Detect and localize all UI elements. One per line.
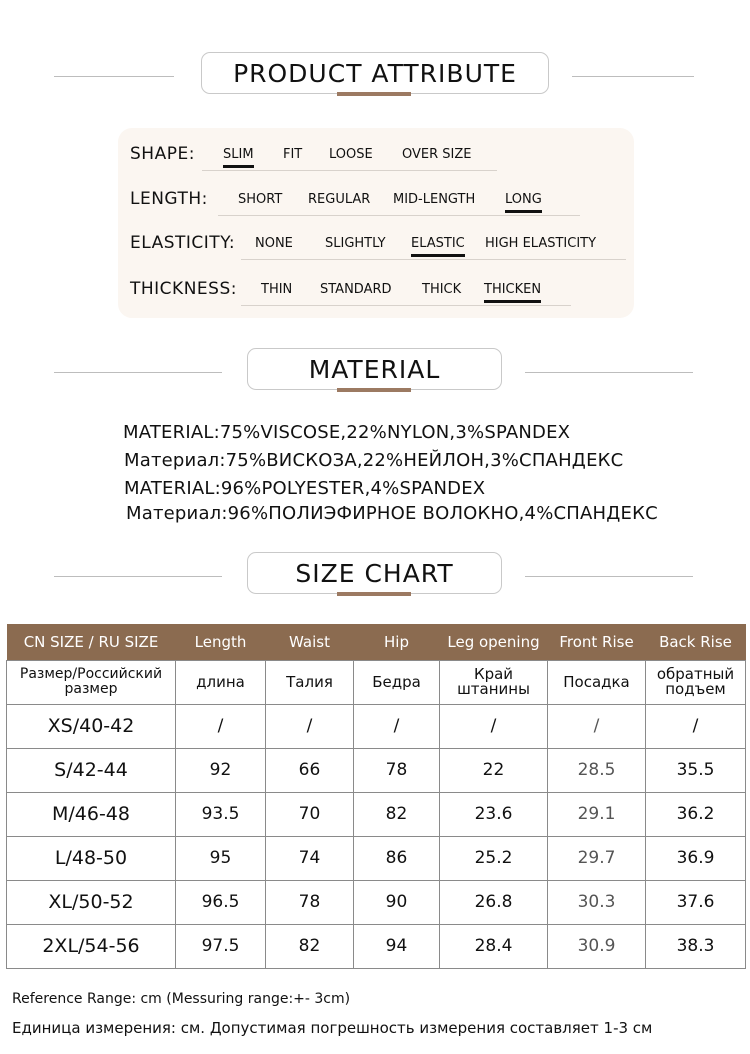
option-elastic: ELASTIC bbox=[411, 236, 465, 251]
ru-header-text: подъем bbox=[665, 680, 726, 698]
table-row bbox=[7, 748, 746, 792]
cell-size: M/46-48 bbox=[7, 792, 176, 836]
cell-back-rise: 37.6 bbox=[646, 880, 746, 924]
cell-length: 96.5 bbox=[176, 880, 266, 924]
cell-hip: / bbox=[354, 704, 440, 748]
cell-hip: 82 bbox=[354, 792, 440, 836]
cell-length: 92 bbox=[176, 748, 266, 792]
attribute-panel bbox=[118, 128, 634, 318]
cell-hip: 78 bbox=[354, 748, 440, 792]
material-header bbox=[0, 348, 750, 398]
option-regular: REGULAR bbox=[308, 192, 371, 207]
attribute-label: THICKNESS: bbox=[130, 279, 237, 299]
cell-front-rise: 30.3 bbox=[548, 880, 646, 924]
option-fit: FIT bbox=[283, 147, 303, 162]
cell-hip: 86 bbox=[354, 836, 440, 880]
option-long: LONG bbox=[505, 192, 542, 207]
title-accent-bar bbox=[337, 388, 411, 392]
cell-front-rise: 28.5 bbox=[548, 748, 646, 792]
option-high-elasticity: HIGH ELASTICITY bbox=[485, 236, 597, 251]
attribute-baseline bbox=[241, 305, 571, 306]
cell-size: S/42-44 bbox=[7, 748, 176, 792]
material-line-ru-1: Материал:75%ВИСКОЗА,22%НЕЙЛОН,3%СПАНДЕКС bbox=[124, 450, 624, 471]
col-header-back-rise: Back Rise bbox=[646, 624, 746, 660]
option-thick: THICK bbox=[422, 282, 462, 297]
ru-header-hip: Бедра bbox=[354, 660, 440, 704]
section-title-text: MATERIAL bbox=[308, 354, 441, 384]
cell-leg-opening: 22 bbox=[440, 748, 548, 792]
cell-size: 2XL/54-56 bbox=[7, 924, 176, 968]
cell-back-rise: 35.5 bbox=[646, 748, 746, 792]
option-thin: THIN bbox=[261, 282, 293, 297]
option-slightly: SLIGHTLY bbox=[325, 236, 386, 251]
table-row bbox=[7, 836, 746, 880]
size-chart-header bbox=[0, 552, 750, 602]
material-line-en-2: MATERIAL:96%POLYESTER,4%SPANDEX bbox=[124, 478, 486, 499]
table-row bbox=[7, 924, 746, 968]
cell-leg-opening: 25.2 bbox=[440, 836, 548, 880]
ru-header-text: Край bbox=[473, 665, 514, 683]
ru-header-text: Размер/Российский bbox=[19, 666, 163, 682]
table-row bbox=[7, 880, 746, 924]
cell-length: 97.5 bbox=[176, 924, 266, 968]
cell-back-rise: / bbox=[646, 704, 746, 748]
col-header-length: Length bbox=[176, 624, 266, 660]
size-rows bbox=[7, 704, 746, 968]
table-row bbox=[7, 704, 746, 748]
ru-header-text: обратный bbox=[656, 665, 735, 683]
cell-front-rise: / bbox=[548, 704, 646, 748]
header-row-ru bbox=[7, 660, 746, 704]
option-slim: SLIM bbox=[223, 147, 254, 162]
material-line-ru-2: Материал:96%ПОЛИЭФИРНОЕ ВОЛОКНО,4%СПАНДЕКС bbox=[126, 503, 658, 524]
attribute-baseline bbox=[218, 215, 580, 216]
cell-hip: 90 bbox=[354, 880, 440, 924]
option-thicken: THICKEN bbox=[484, 282, 542, 297]
ru-header-text: размер bbox=[64, 681, 118, 697]
ru-header-back-rise bbox=[646, 660, 746, 704]
section-title-text: PRODUCT ATTRIBUTE bbox=[233, 58, 517, 88]
divider-left bbox=[54, 372, 222, 373]
product-attribute-header bbox=[0, 52, 750, 102]
cell-length: / bbox=[176, 704, 266, 748]
attribute-baseline bbox=[241, 259, 626, 260]
table-row bbox=[7, 792, 746, 836]
col-header-waist: Waist bbox=[266, 624, 354, 660]
cell-back-rise: 38.3 bbox=[646, 924, 746, 968]
cell-leg-opening: 28.4 bbox=[440, 924, 548, 968]
cell-size: XS/40-42 bbox=[7, 704, 176, 748]
section-title bbox=[247, 348, 502, 390]
ru-header-text: штанины bbox=[457, 680, 530, 698]
divider-left bbox=[54, 76, 174, 77]
cell-back-rise: 36.9 bbox=[646, 836, 746, 880]
cell-waist: 74 bbox=[266, 836, 354, 880]
col-header-hip: Hip bbox=[354, 624, 440, 660]
attribute-label: LENGTH: bbox=[130, 189, 208, 209]
cell-leg-opening: 23.6 bbox=[440, 792, 548, 836]
ru-header-leg-opening bbox=[440, 660, 548, 704]
ru-header-waist: Талия bbox=[266, 660, 354, 704]
cell-leg-opening: / bbox=[440, 704, 548, 748]
attribute-baseline bbox=[202, 170, 497, 171]
material-line-en-1: MATERIAL:75%VISCOSE,22%NYLON,3%SPANDEX bbox=[123, 422, 571, 443]
reference-note-ru: Единица измерения: см. Допустимая погрешность измерения составляет 1-3 см bbox=[12, 1019, 653, 1037]
cell-leg-opening: 26.8 bbox=[440, 880, 548, 924]
cell-length: 95 bbox=[176, 836, 266, 880]
cell-waist: 70 bbox=[266, 792, 354, 836]
cell-back-rise: 36.2 bbox=[646, 792, 746, 836]
size-chart-table bbox=[6, 624, 746, 969]
section-title bbox=[247, 552, 502, 594]
divider-right bbox=[525, 576, 693, 577]
header-row-en bbox=[7, 624, 746, 660]
cell-waist: 66 bbox=[266, 748, 354, 792]
option-loose: LOOSE bbox=[329, 147, 373, 162]
cell-length: 93.5 bbox=[176, 792, 266, 836]
ru-header-size bbox=[7, 660, 176, 704]
col-header-leg-opening: Leg opening bbox=[440, 624, 548, 660]
cell-hip: 94 bbox=[354, 924, 440, 968]
attribute-label: SHAPE: bbox=[130, 144, 195, 164]
divider-left bbox=[54, 576, 222, 577]
section-title-text: SIZE CHART bbox=[295, 558, 454, 588]
col-header-front-rise: Front Rise bbox=[548, 624, 646, 660]
cell-front-rise: 29.7 bbox=[548, 836, 646, 880]
cell-front-rise: 29.1 bbox=[548, 792, 646, 836]
option-short: SHORT bbox=[238, 192, 283, 207]
title-accent-bar bbox=[337, 592, 411, 596]
reference-note-en: Reference Range: cm (Messuring range:+- 3cm) bbox=[12, 991, 351, 1007]
section-title bbox=[201, 52, 549, 94]
col-header-size: CN SIZE / RU SIZE bbox=[7, 624, 176, 660]
attribute-label: ELASTICITY: bbox=[130, 233, 236, 253]
cell-front-rise: 30.9 bbox=[548, 924, 646, 968]
option-over-size: OVER SIZE bbox=[402, 147, 472, 162]
ru-header-length: длина bbox=[176, 660, 266, 704]
cell-size: XL/50-52 bbox=[7, 880, 176, 924]
cell-waist: 82 bbox=[266, 924, 354, 968]
cell-waist: / bbox=[266, 704, 354, 748]
option-mid-length: MID-LENGTH bbox=[393, 192, 476, 207]
divider-right bbox=[572, 76, 694, 77]
option-none: NONE bbox=[255, 236, 293, 251]
title-accent-bar bbox=[337, 92, 411, 96]
cell-size: L/48-50 bbox=[7, 836, 176, 880]
divider-right bbox=[525, 372, 693, 373]
cell-waist: 78 bbox=[266, 880, 354, 924]
ru-header-front-rise: Посадка bbox=[548, 660, 646, 704]
option-standard: STANDARD bbox=[320, 282, 392, 297]
